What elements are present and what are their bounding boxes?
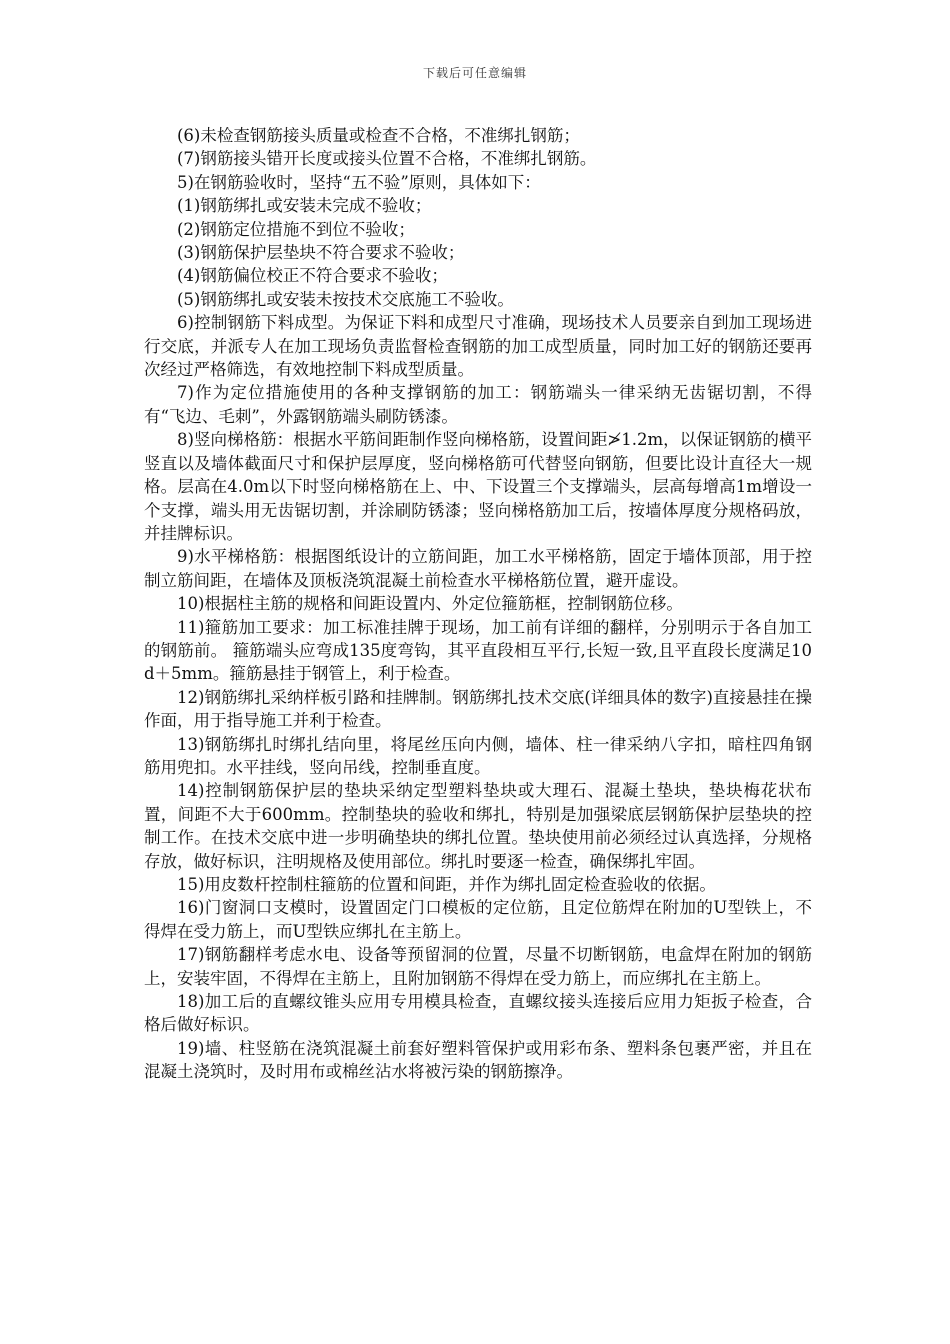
paragraph: 5)在钢筋验收时，坚持“五不验”原则，具体如下： (177, 172, 541, 192)
paragraph: (5)钢筋绑扎或安装未按技术交底施工不验收。 (177, 289, 514, 309)
paragraph: 15)用皮数杆控制柱箍筋的位置和间距，并作为绑扎固定检查验收的依据。 (177, 875, 716, 894)
paragraph: 11)箍筋加工要求：加工标准挂牌于现场，加工前有详细的翻样，分别明示于各自加工的钢筋前。 箍筋端头应弯成135度弯钩，其平直段相互平行,长短一致,且平直段长度满足10d＋5mm。箍筋悬挂于钢管上，利于检查。 (144, 617, 812, 684)
paragraph: 6)控制钢筋下料成型。为保证下料和成型尺寸准确，现场技术人员要亲自到加工现场进行交底，并派专人在加工现场负责监督检查钢筋的加工成型质量，同时加工好的钢筋还要再次经过严格筛选，有效地控制下料成型质量。 (144, 313, 812, 380)
paragraph: 16)门窗洞口支模时，设置固定门口模板的定位筋，且定位筋焊在附加的U型铁上，不得焊在受力筋上，而U型铁应绑扎在主筋上。 (144, 898, 812, 941)
paragraph: 12)钢筋绑扎采纳样板引路和挂牌制。钢筋绑扎技术交底(详细具体的数字)直接悬挂在操作面，用于指导施工并利于检查。 (144, 687, 812, 731)
paragraph: (1)钢筋绑扎或安装未完成不验收； (177, 196, 432, 216)
paragraph: (2)钢筋定位措施不到位不验收； (177, 219, 415, 239)
header-note: 下载后可任意编辑 (422, 66, 527, 80)
paragraph: 7)作为定位措施使用的各种支撑钢筋的加工：钢筋端头一律采纳无齿锯切割，不得有“飞边、毛刺”，外露钢筋端头刷防锈漆。 (144, 383, 812, 426)
paragraph: 19)墙、柱竖筋在浇筑混凝土前套好塑料管保护或用彩布条、塑料条包裹严密，并且在混凝土浇筑时，及时用布或棉丝沾水将被污染的钢筋擦净。 (144, 1038, 812, 1082)
paragraph: 14)控制钢筋保护层的垫块采纳定型塑料垫块或大理石、混凝土垫块，垫块梅花状布置，间距不大于600mm。控制垫块的验收和绑扎，特别是加强梁底层钢筋保护层垫块的控制工作。在技术交底中进一步明确垫块的绑扎位置。垫块使用前必须经过认真选择，分规格存放，做好标识，注明规格及使用部位。绑扎时要逐一检查，确保绑扎牢固。 (144, 781, 812, 871)
paragraph: (7)钢筋接头错开长度或接头位置不合格，不准绑扎钢筋。 (177, 149, 597, 169)
paragraph: (4)钢筋偏位校正不符合要求不验收； (177, 266, 448, 286)
paragraph: 9)水平梯格筋：根据图纸设计的立筋间距，加工水平梯格筋，固定于墙体顶部，用于控制立筋间距，在墙体及顶板浇筑混凝土前检查水平梯格筋位置，避开虚设。 (144, 547, 812, 590)
document-body (144, 124, 812, 1084)
paragraph: 8)竖向梯格筋：根据水平筋间距制作竖向梯格筋，设置间距≯1.2m，以保证钢筋的横平竖直以及墙体截面尺寸和保护层厚度，竖向梯格筋可代替竖向钢筋，但要比设计直径大一规格。层高在4.0m以下时竖向梯格筋在上、中、下设置三个支撑端头，层高每增高1m增设一个支撑，端头用无齿锯切割，并涂刷防锈漆；竖向梯格筋加工后，按墙体厚度分规格码放，并挂牌标识。 (144, 430, 812, 543)
paragraph: 17)钢筋翻样考虑水电、设备等预留洞的位置，尽量不切断钢筋，电盒焊在附加的钢筋上，安装牢固，不得焊在主筋上，且附加钢筋不得焊在受力筋上，而应绑扎在主筋上。 (144, 945, 812, 988)
paragraph: 18)加工后的直螺纹锥头应用专用模具检查，直螺纹接头连接后应用力矩扳子检查，合格后做好标识。 (144, 992, 812, 1035)
paragraph: 13)钢筋绑扎时绑扎结向里，将尾丝压向内侧，墙体、柱一律采纳八字扣，暗柱四角钢筋用兜扣。水平挂线，竖向吊线，控制垂直度。 (144, 734, 812, 777)
paragraph: (3)钢筋保护层垫块不符合要求不验收； (177, 243, 465, 263)
paragraph: (6)未检查钢筋接头质量或检查不合格，不准绑扎钢筋； (177, 126, 580, 145)
paragraph: 10)根据柱主筋的规格和间距设置内、外定位箍筋框，控制钢筋位移。 (177, 594, 683, 614)
